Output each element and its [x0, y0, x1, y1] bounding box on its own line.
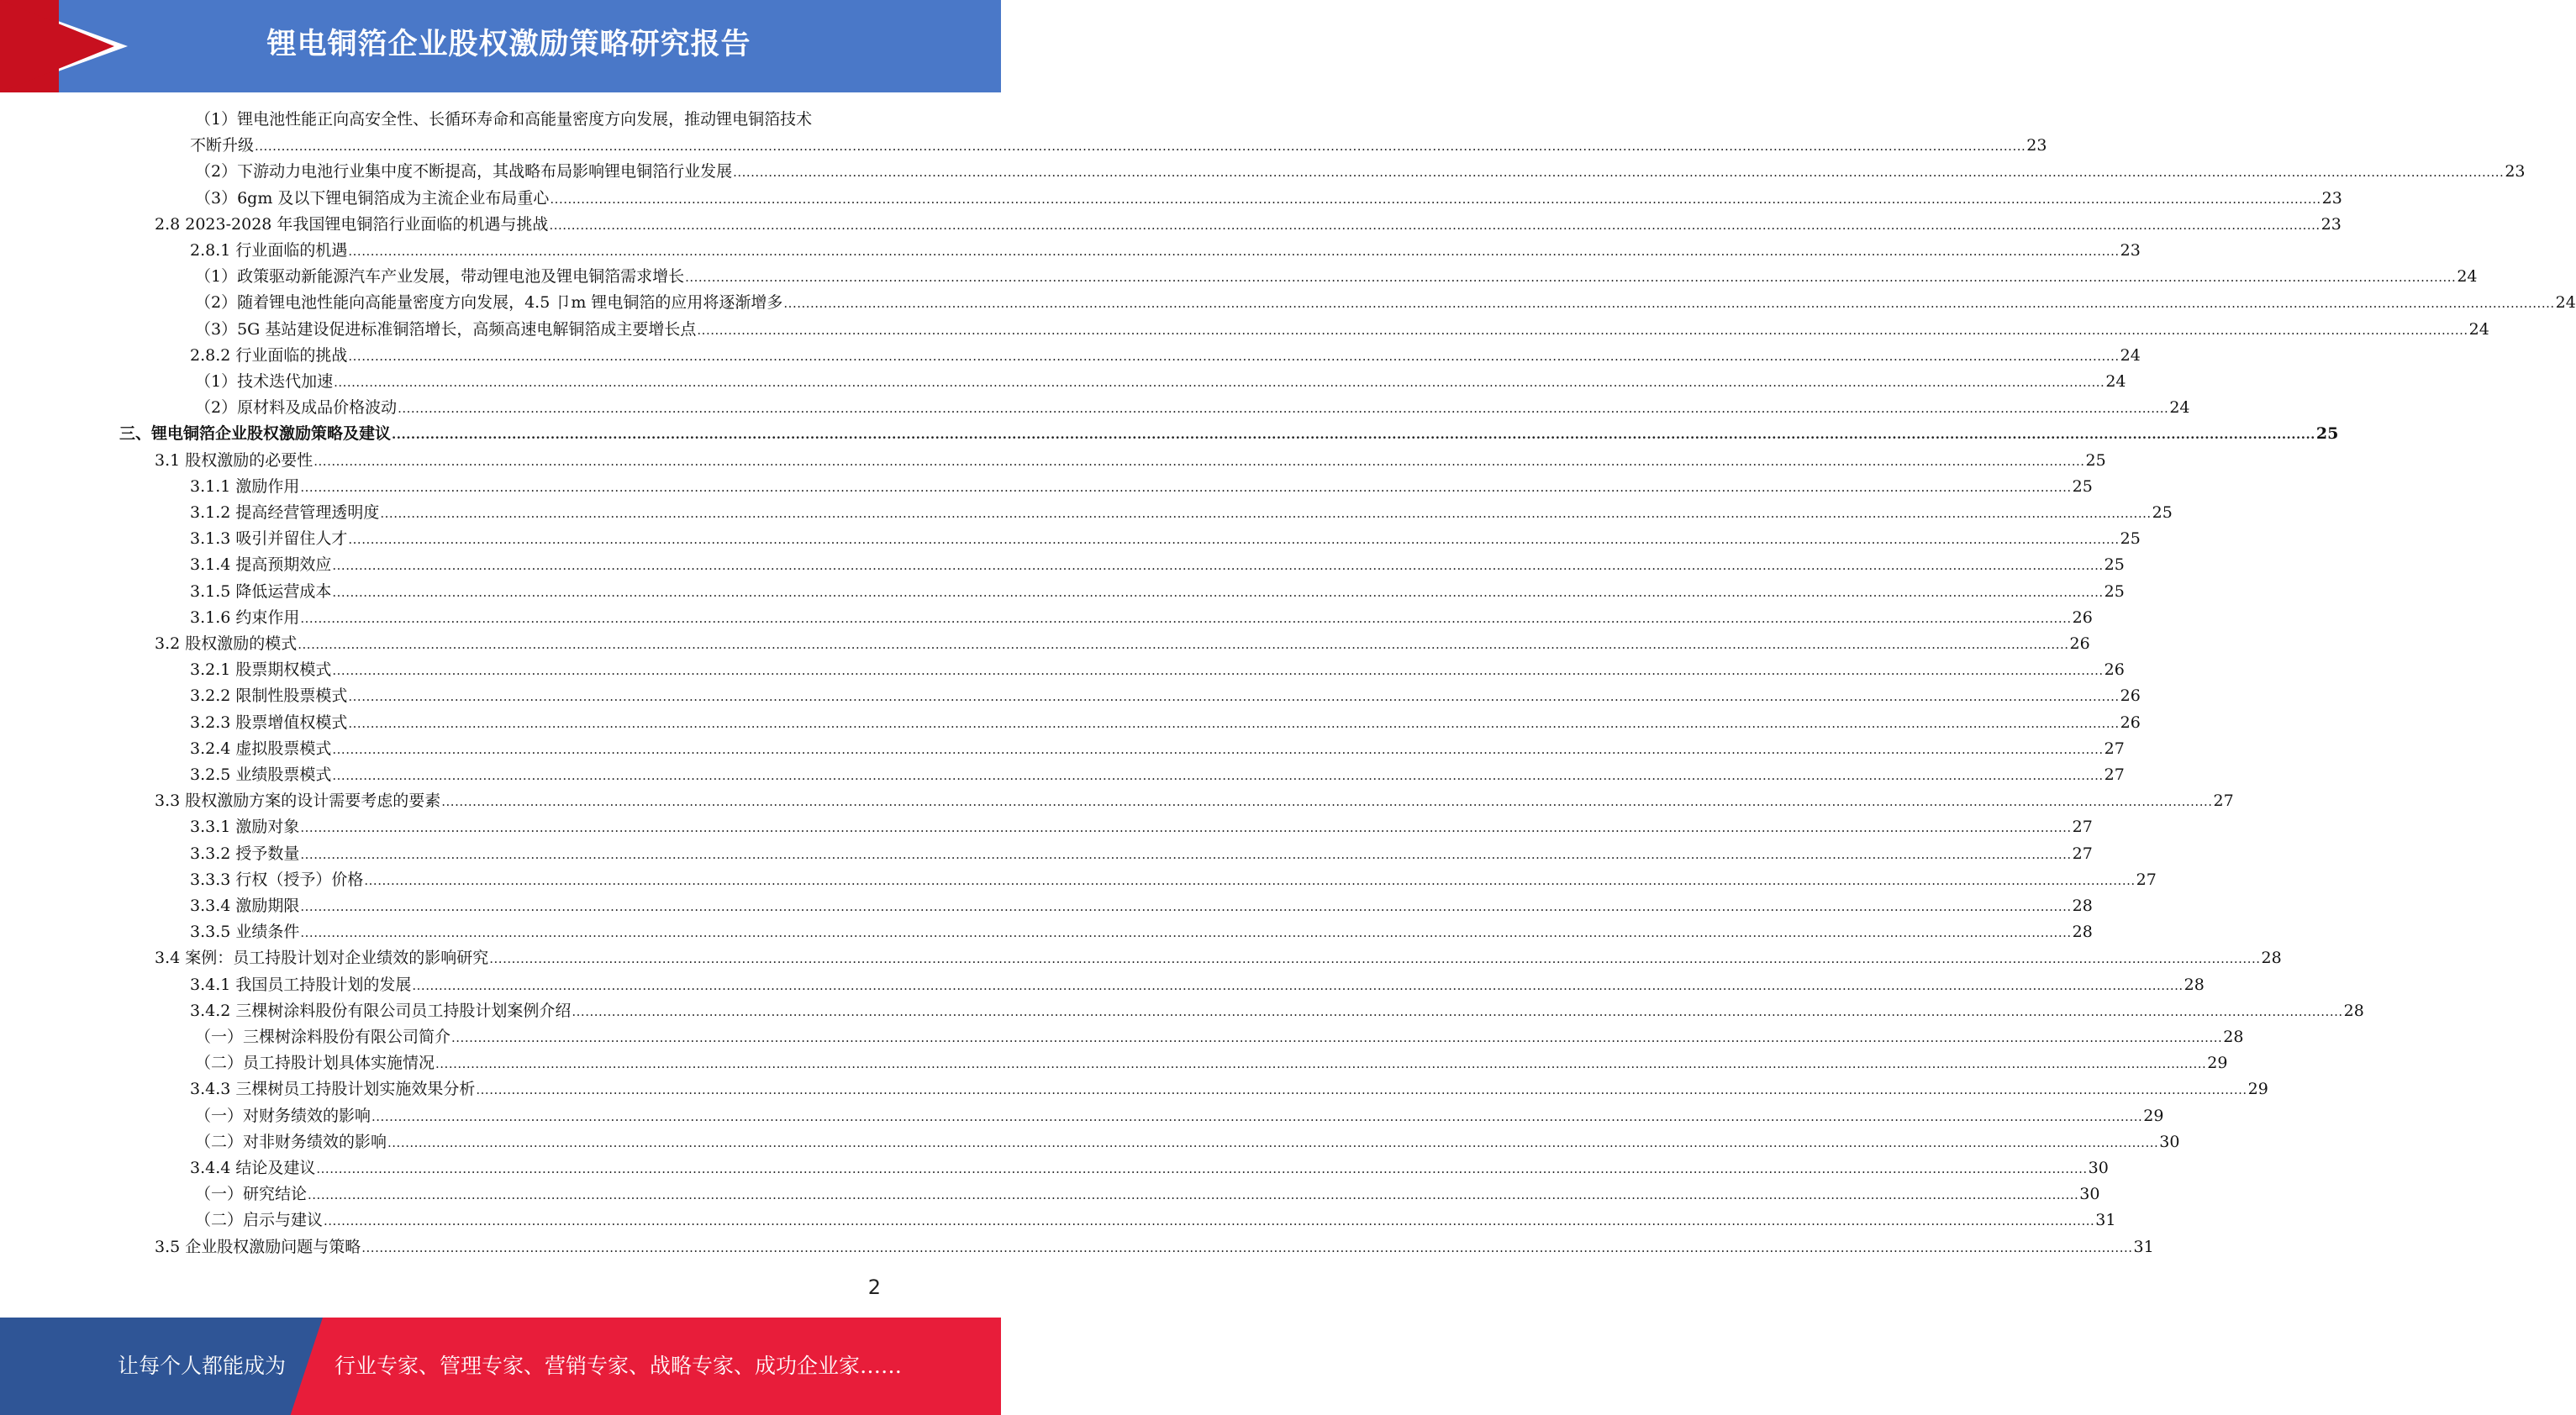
toc-leader-dots: ................................................................................................................................................................................................................................................................................................................................................................................................................: [685, 270, 2457, 286]
toc-leader-dots: ................................................................................................................................................................................................................................................................................................................................................................................................................: [348, 348, 2120, 364]
toc-entry-title: 3.2.2 限制性股票模式: [190, 686, 348, 706]
toc-entry[interactable]: [190, 1076, 2268, 1102]
toc-leader-dots: ................................................................................................................................................................................................................................................................................................................................................................................................................: [348, 689, 2120, 705]
toc-leader-dots: ................................................................................................................................................................................................................................................................................................................................................................................................................: [361, 1239, 2133, 1255]
toc-entry[interactable]: [195, 1103, 2164, 1129]
toc-leader-dots: ................................................................................................................................................................................................................................................................................................................................................................................................................: [435, 1056, 2207, 1072]
toc-page-number: 23: [2505, 162, 2526, 181]
toc-leader-dots: ................................................................................................................................................................................................................................................................................................................................................................................................................: [392, 427, 2315, 443]
toc-page-number: 25: [2104, 555, 2125, 575]
toc-leader-dots: ................................................................................................................................................................................................................................................................................................................................................................................................................: [332, 663, 2104, 679]
toc-page-number: 30: [2159, 1132, 2180, 1151]
toc-entry-title: 3.2.1 股票期权模式: [190, 660, 332, 680]
toc-entry[interactable]: [190, 552, 2125, 578]
toc-entry[interactable]: [195, 1024, 2244, 1050]
toc-entry-title: （3）6gm 及以下锂电铜箔成为主流企业布局重心: [195, 188, 550, 208]
toc-entry-title: 3.1.6 约束作用: [190, 608, 300, 627]
toc-entry-title: 3.4.2 三棵树涂料股份有限公司员工持股计划案例介绍: [190, 1001, 572, 1020]
toc-entry-title: 3.1.2 提高经营管理透明度: [190, 503, 380, 522]
toc-entry[interactable]: [155, 448, 2106, 474]
toc-leader-dots: ................................................................................................................................................................................................................................................................................................................................................................................................................: [308, 1187, 2079, 1203]
toc-leader-dots: ................................................................................................................................................................................................................................................................................................................................................................................................................: [697, 322, 2468, 338]
toc-entry[interactable]: [190, 474, 2093, 500]
toc-entry-title: 3.5 企业股权激励问题与策略: [155, 1237, 361, 1256]
toc-page-number: 31: [2095, 1211, 2116, 1230]
toc-page-number: 28: [2343, 1001, 2364, 1020]
toc-leader-dots: ................................................................................................................................................................................................................................................................................................................................................................................................................: [300, 899, 2072, 914]
toc-leader-dots: ................................................................................................................................................................................................................................................................................................................................................................................................................: [364, 872, 2136, 888]
footer-slogan-left: 让每个人都能成为: [118, 1354, 287, 1378]
toc-entry[interactable]: [155, 631, 2090, 657]
toc-entry[interactable]: [190, 919, 2093, 945]
toc-entry[interactable]: [155, 1234, 2154, 1260]
toc-page-number: 23: [2321, 188, 2342, 208]
toc-leader-dots: ................................................................................................................................................................................................................................................................................................................................................................................................................: [298, 637, 2069, 652]
toc-leader-dots: ................................................................................................................................................................................................................................................................................................................................................................................................................: [489, 951, 2261, 967]
toc-page-number: 25: [2085, 450, 2106, 470]
toc-entry-title: （二）启示与建议: [195, 1211, 324, 1230]
toc-page-number: 27: [2072, 818, 2093, 837]
toc-entry-title: 3.1.5 降低运营成本: [190, 581, 332, 601]
toc-leader-dots: ................................................................................................................................................................................................................................................................................................................................................................................................................: [380, 506, 2152, 521]
toc-entry-title: 不断升级: [190, 136, 255, 155]
toc-page-number: 23: [2026, 136, 2047, 155]
toc-page-number: 26: [2120, 686, 2141, 706]
toc-entry[interactable]: [195, 369, 2126, 395]
toc-page-number: 23: [2321, 214, 2342, 234]
toc-page-number: 26: [2120, 713, 2141, 732]
toc-entry[interactable]: [190, 1155, 2109, 1181]
toc-entry-title: 3.1.1 激励作用: [190, 476, 300, 496]
toc-entry-title: 3.3 股权激励方案的设计需要考虑的要素: [155, 792, 441, 811]
toc-entry[interactable]: [190, 814, 2093, 840]
report-title: 锂电铜箔企业股权激励策略研究报告: [266, 28, 751, 61]
toc-page-number: 24: [2169, 398, 2190, 418]
toc-entry-title: 3.4.3 三棵树员工持股计划实施效果分析: [190, 1080, 476, 1099]
toc-entry-title: （2）随着锂电池性能向高能量密度方向发展，4.5 卩m 锂电铜箔的应用将逐渐增多: [195, 293, 783, 313]
toc-page-number: 24: [2468, 319, 2489, 339]
toc-leader-dots: ................................................................................................................................................................................................................................................................................................................................................................................................................: [300, 846, 2072, 862]
toc-leader-dots: ................................................................................................................................................................................................................................................................................................................................................................................................................: [398, 401, 2169, 417]
toc-entry[interactable]: [195, 317, 2489, 343]
toc-entry[interactable]: [190, 579, 2125, 605]
toc-entry[interactable]: [155, 788, 2234, 814]
toc-entry[interactable]: [195, 1050, 2228, 1076]
toc-page-number: 28: [2261, 949, 2282, 968]
toc-leader-dots: ................................................................................................................................................................................................................................................................................................................................................................................................................: [255, 139, 2026, 155]
toc-page-number: 25: [2104, 581, 2125, 601]
toc-entry-title: 2.8.1 行业面临的机遇: [190, 241, 348, 260]
toc-leader-dots: ................................................................................................................................................................................................................................................................................................................................................................................................................: [332, 558, 2104, 574]
toc-entry-title: 三、锂电铜箔企业股权激励策略及建议: [119, 424, 392, 444]
toc-leader-dots: ................................................................................................................................................................................................................................................................................................................................................................................................................: [313, 453, 2085, 469]
toc-leader-dots: ................................................................................................................................................................................................................................................................................................................................................................................................................: [332, 584, 2104, 600]
toc-page-number: 27: [2213, 792, 2234, 811]
toc-entry-title: 3.4.4 结论及建议: [190, 1159, 316, 1177]
toc-entry[interactable]: [190, 526, 2141, 552]
toc-entry-title: 2.8 2023-2028 年我国锂电铜箔行业面临的机遇与挑战: [155, 214, 549, 234]
toc-entry-title: 3.1.3 吸引并留住人才: [190, 529, 348, 549]
toc-entry[interactable]: [190, 710, 2141, 736]
toc-page-number: 26: [2072, 608, 2093, 627]
toc-leader-dots: ................................................................................................................................................................................................................................................................................................................................................................................................................: [733, 165, 2505, 181]
toc-entry-title: 3.3.2 授予数量: [190, 844, 300, 863]
toc-entry[interactable]: [155, 945, 2282, 971]
toc-page-number: 29: [2207, 1054, 2228, 1073]
toc-leader-dots: ................................................................................................................................................................................................................................................................................................................................................................................................................: [476, 1082, 2247, 1098]
toc-entry[interactable]: [190, 500, 2173, 526]
toc-entry[interactable]: [195, 290, 2576, 316]
toc-leader-dots: ................................................................................................................................................................................................................................................................................................................................................................................................................: [549, 217, 2321, 233]
toc-entry[interactable]: [190, 762, 2125, 788]
page-header: [0, 0, 1001, 92]
toc-leader-dots: ................................................................................................................................................................................................................................................................................................................................................................................................................: [300, 610, 2072, 626]
toc-leader-dots: ................................................................................................................................................................................................................................................................................................................................................................................................................: [324, 1213, 2095, 1229]
toc-entry-title: 3.1.4 提高预期效应: [190, 555, 332, 575]
toc-page-number: 23: [2120, 241, 2141, 260]
toc-page-number: 28: [2223, 1028, 2244, 1046]
toc-entry[interactable]: [155, 212, 2342, 238]
toc-entry-title: （1）技术迭代加速: [195, 372, 334, 391]
toc-leader-dots: ................................................................................................................................................................................................................................................................................................................................................................................................................: [332, 741, 2104, 757]
toc-leader-dots: ................................................................................................................................................................................................................................................................................................................................................................................................................: [387, 1134, 2159, 1150]
toc-page-number: 26: [2069, 634, 2090, 653]
toc-page-number: 24: [2457, 267, 2478, 287]
toc-page-number: 28: [2072, 897, 2093, 915]
toc-entry[interactable]: [195, 1181, 2100, 1207]
toc-entry[interactable]: [190, 343, 2141, 369]
toc-leader-dots: ................................................................................................................................................................................................................................................................................................................................................................................................................: [412, 977, 2184, 993]
toc-entry-title: 3.3.3 行权（授予）价格: [190, 870, 364, 889]
toc-entry-title: （一）三棵树涂料股份有限公司简介: [195, 1028, 451, 1046]
toc-entry-title: 3.1 股权激励的必要性: [155, 450, 313, 470]
toc-entry-title: 3.3.4 激励期限: [190, 897, 300, 915]
toc-leader-dots: ................................................................................................................................................................................................................................................................................................................................................................................................................: [550, 191, 2321, 207]
toc-leader-dots: ................................................................................................................................................................................................................................................................................................................................................................................................................: [300, 479, 2072, 495]
toc-entry-title: 3.2.4 虚拟股票模式: [190, 739, 332, 758]
footer-slogan-right: 行业专家、管理专家、营销专家、战略专家、成功企业家……: [335, 1354, 903, 1378]
toc-entry[interactable]: [190, 736, 2125, 762]
toc-entry-title: （二）对非财务绩效的影响: [195, 1132, 387, 1151]
toc-page-number: 24: [2120, 345, 2141, 365]
toc-entry-title: 2.8.2 行业面临的挑战: [190, 345, 348, 365]
toc-entry-title: （2）原材料及成品价格波动: [195, 398, 398, 418]
toc-entry-title: 3.3.5 业绩条件: [190, 923, 300, 942]
toc-entry-title: 3.2 股权激励的模式: [155, 634, 298, 653]
toc-entry[interactable]: [195, 395, 2190, 421]
toc-leader-dots: ................................................................................................................................................................................................................................................................................................................................................................................................................: [332, 768, 2104, 783]
toc-entry[interactable]: [190, 238, 2141, 264]
toc-leader-dots: ................................................................................................................................................................................................................................................................................................................................................................................................................: [348, 532, 2120, 548]
toc-page-number: 27: [2136, 870, 2157, 889]
toc-page-number: 27: [2072, 844, 2093, 863]
toc-entry[interactable]: [195, 186, 2342, 212]
toc-entry-title: （3）5G 基站建设促进标准铜箔增长，高频高速电解铜箔成主要增长点: [195, 319, 697, 339]
toc-entry-title: （2）下游动力电池行业集中度不断提高，其战略布局影响锂电铜箔行业发展: [195, 162, 733, 181]
toc-page-number: 29: [2247, 1080, 2268, 1099]
toc-entry[interactable]: [190, 133, 2047, 159]
toc-entry-title: 3.2.3 股票增值权模式: [190, 713, 348, 732]
toc-leader-dots: ................................................................................................................................................................................................................................................................................................................................................................................................................: [783, 296, 2555, 312]
toc-entry-text: （1）锂电池性能正向高安全性、长循环寿命和高能量密度方向发展，推动锂电铜箔技术: [195, 110, 813, 129]
toc-leader-dots: ................................................................................................................................................................................................................................................................................................................................................................................................................: [348, 244, 2120, 259]
toc-leader-dots: ................................................................................................................................................................................................................................................................................................................................................................................................................: [451, 1030, 2223, 1045]
toc-entry[interactable]: [190, 893, 2093, 919]
toc-leader-dots: ................................................................................................................................................................................................................................................................................................................................................................................................................: [316, 1161, 2088, 1176]
toc-page-number: 25: [2120, 529, 2141, 549]
toc-page-number: 28: [2184, 975, 2205, 994]
toc-entry[interactable]: [190, 972, 2205, 998]
toc-entry-title: 3.2.5 业绩股票模式: [190, 765, 332, 784]
toc-page-number: 24: [2105, 372, 2126, 391]
toc-leader-dots: ................................................................................................................................................................................................................................................................................................................................................................................................................: [300, 820, 2072, 836]
toc-page-number: 25: [2152, 503, 2173, 522]
toc-entry[interactable]: [190, 867, 2157, 893]
toc-page-number: 26: [2104, 660, 2125, 680]
toc-entry[interactable]: [195, 159, 2526, 185]
toc-entry[interactable]: [190, 605, 2093, 631]
toc-leader-dots: ................................................................................................................................................................................................................................................................................................................................................................................................................: [348, 715, 2120, 731]
toc-entry[interactable]: [190, 841, 2093, 867]
toc-page-number: 31: [2133, 1237, 2154, 1256]
toc-entry-title: （一）对财务绩效的影响: [195, 1106, 371, 1125]
toc-entry[interactable]: [190, 998, 2364, 1024]
toc-entry-title: 3.4 案例：员工持股计划对企业绩效的影响研究: [155, 949, 489, 968]
toc-entry-title: （1）政策驱动新能源汽车产业发展，带动锂电池及锂电铜箔需求增长: [195, 267, 685, 287]
toc-entry-title: （一）研究结论: [195, 1185, 308, 1204]
toc-entry[interactable]: [190, 683, 2141, 709]
toc-leader-dots: ................................................................................................................................................................................................................................................................................................................................................................................................................: [572, 1003, 2343, 1019]
toc-page-number: 30: [2079, 1185, 2100, 1204]
toc-entry[interactable]: [195, 264, 2478, 290]
toc-entry[interactable]: [119, 421, 2339, 447]
toc-entry-title: （二）员工持股计划具体实施情况: [195, 1054, 435, 1073]
toc-page-number: 27: [2104, 739, 2125, 758]
toc-leader-dots: ................................................................................................................................................................................................................................................................................................................................................................................................................: [300, 925, 2072, 941]
toc-page-number: 28: [2072, 923, 2093, 942]
toc-page-number: 25: [2072, 476, 2093, 496]
toc-page-number: 29: [2143, 1106, 2164, 1125]
toc-entry-title: 3.3.1 激励对象: [190, 818, 300, 837]
toc-leader-dots: ................................................................................................................................................................................................................................................................................................................................................................................................................: [334, 375, 2105, 390]
toc-page-number: 24: [2555, 293, 2576, 313]
toc-page-number: 27: [2104, 765, 2125, 784]
toc-leader-dots: ................................................................................................................................................................................................................................................................................................................................................................................................................: [371, 1108, 2143, 1124]
toc-leader-dots: ................................................................................................................................................................................................................................................................................................................................................................................................................: [441, 794, 2213, 810]
toc-entry[interactable]: [195, 1129, 2180, 1155]
toc-page-number: 25: [2315, 424, 2339, 444]
page-number: 2: [867, 1276, 881, 1299]
toc-entry[interactable]: [195, 1207, 2116, 1234]
toc-entry-title: 3.4.1 我国员工持股计划的发展: [190, 975, 412, 994]
toc-entry[interactable]: [190, 657, 2125, 683]
page-footer: [0, 1318, 1001, 1415]
toc-page-number: 30: [2088, 1159, 2109, 1177]
